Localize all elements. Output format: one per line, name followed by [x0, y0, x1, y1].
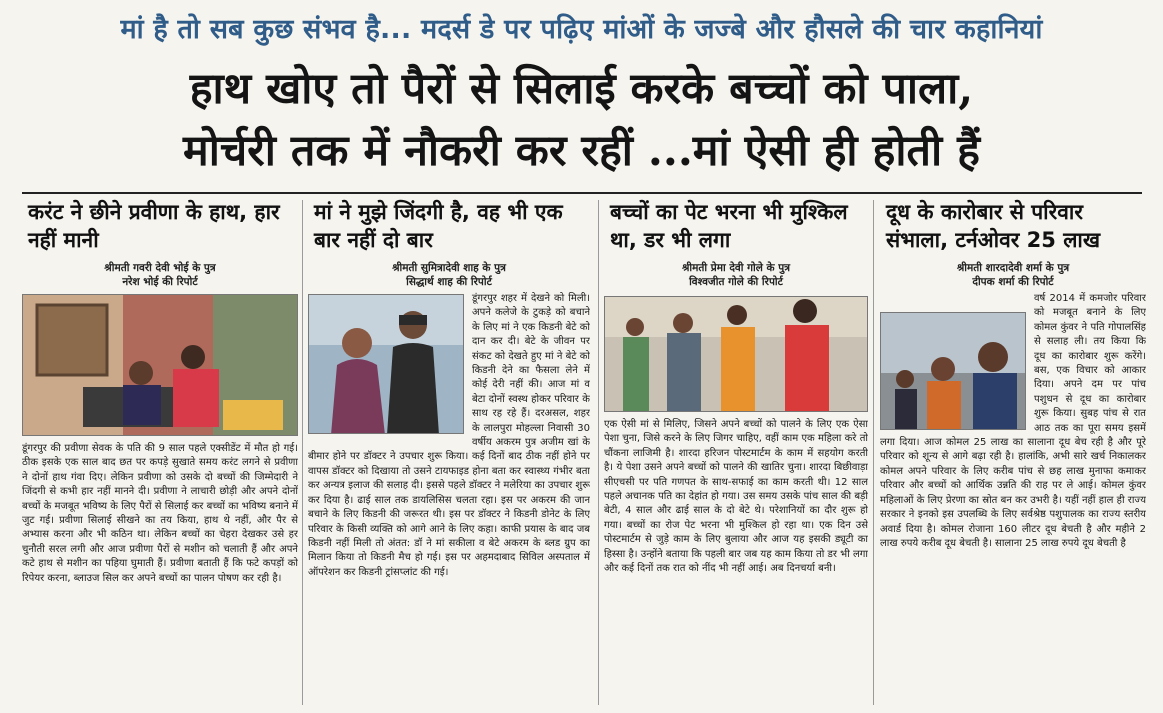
- byline-mother: श्रीमती गवरी देवी भोई के पुत्र: [104, 262, 216, 274]
- story-column-2: [308, 198, 590, 708]
- byline-reporter: दीपक शर्मा की रिपोर्ट: [972, 276, 1054, 288]
- story-photo: [308, 294, 464, 434]
- story-body: डूंगरपुर शहर में देखने को मिली। अपने कलेजे के टुकड़े को बचाने के लिए मां ने एक किडनी बेटे को दान कर दी। बेटे के जीवन पर संकट को देखते हुए मां ने बेटे को किडनी देने का फैसला लेने में कोई देरी नहीं की। आज मां व बेटा दोनों स्वस्थ होकर परिवार के साथ रह रहे हैं। दरअसल, शहर के लालपुरा मोहल्ला निवासी 30 वर्षीय अकरम पुत्र अजीम खां के बीमार होने पर डॉक्टर ने उपचार शुरू किया। कई दिनों बाद ठीक नहीं होने पर वापस डॉक्टर को दिखाया तो उसने टायफाइड होना बता कर स्वास्थ्य गंभीर बता कर अन्यत्र इलाज की सलाह दी। इससे पहले डॉक्टर ने मलेरिया का उपचार शुरू कर दिया है। ढाई साल तक डायलिसिस चलता रहा। इस पर अकरम की जान बचाने के लिए किडनी की जरूरत थी। इस पर डॉक्टर ने किडनी डोनेट के लिए परिवार के किसी व्यक्ति को आगे आने के लिए कहा। काफी प्रयास के बाद जब किडनी नहीं मिली तो अंतत: डॉ ने मां सकीला व बेटे अकरम के ब्लड ग्रुप का मिलान किया तो किडनी मैच हो गई। इस पर अहमदाबाद सिविल अस्पताल में ऑपरेशन कर किडनी ट्रांसप्लांट की गई।: [308, 293, 590, 578]
- story-column-1: [22, 198, 298, 708]
- byline-mother: श्रीमती सुमित्रादेवी शाह के पुत्र: [392, 262, 506, 274]
- story-column-3: [604, 198, 868, 708]
- story-photo: [604, 296, 868, 412]
- headline-line-1: हाथ खोए तो पैरों से सिलाई करके बच्चों को पाला,: [189, 64, 974, 114]
- story-byline: [880, 258, 1146, 292]
- byline-mother: श्रीमती शारदादेवी शर्मा के पुत्र: [956, 262, 1070, 274]
- story-body: एक ऐसी मां से मिलिए, जिसने अपने बच्चों को पालने के लिए एक ऐसा पेशा चुना, जिसे करने के लिए जिगर चाहिए, वहीं काम एक महिला करे तो चौंकना लाजिमी है। शारदा हरिजन पोस्टमार्टम के काम में सहयोग करती है। ये पेशा उसने अपने बच्चों को पालने की खातिर चुना। शारदा बिछीवाड़ा सीएचसी पर पति गणपत के साथ-सफाई का काम करती थी। 12 साल पहले अचानक पति का देहांत हो गया। उस समय उसके पांच साल की बड़ी बेटी, 4 साल और ढाई साल के दो बेटे थे। परेशानियों का दौर शुरू हो गया। बच्चों का रोज पेट भरना भी मुश्किल हो रहा था। एक दिन उसे पोस्टमार्टम से जुड़े काम के लिए बुलाया और आज यह इसकी ड्यूटी का हिस्सा है। उन्होंने बताया कि पहली बार जब यह काम किया तो डर भी लगा और कई दिनों तक रात को नींद भी नहीं आई। अब दिनचर्या बनी।: [604, 419, 868, 575]
- story-body: वर्ष 2014 में कमजोर परिवार को मजबूत बनाने के लिए कोमल कुंवर ने पति गोपालसिंह से सलाह ली। तय किया कि दूध का कारोबार शुरू करेंगे। बस, एक विचार को आकार दिया। अपने दम पर पांच पशुधन से दूध का कारोबार शुरू किया। सुबह पांच से रात आठ तक का पूरा समय इसमें लगा दिया। आज कोमल 25 लाख का सालाना दूध बेच रही है और पूरे परिवार को शून्य से आगे बढ़ा रही है। हालांकि, अभी सारे खर्च निकालकर कोमल अपने परिवार के लिए करीब पांच से छह लाख मुनाफा कमाकर परिवार और बच्चों को आर्थिक उन्नति की राह पर ले आई। कोमल कुंवर महिलाओं के लिए प्रेरणा का स्रोत बन कर उभरी है। यहीं नहीं हाल ही राज्य सरकार ने इनको इस उपलब्धि के लिए सर्वश्रेष्ठ पशुपालक का राज्य स्तरीय अवार्ड दिया है। कोमल रोजाना 160 लीटर दूध बेचती है और महीने 2 लाख रुपये करीब दूध बेचती है। सालाना 25 लाख रुपये दूध बेचती है: [880, 293, 1146, 549]
- story-heading: बच्चों का पेट भरना भी मुश्किल था, डर भी लगा: [610, 200, 848, 252]
- headline-line-2: मोर्चरी तक में नौकरी कर रहीं ...मां ऐसी ही होती हैं: [183, 126, 980, 176]
- byline-reporter: नरेश भोई की रिपोर्ट: [122, 276, 198, 288]
- byline-reporter: सिद्धार्थ शाह की रिपोर्ट: [406, 276, 492, 288]
- byline-reporter: विश्वजीत गोले की रिपोर्ट: [689, 276, 783, 288]
- story-heading: करंट ने छीने प्रवीणा के हाथ, हार नहीं मानी: [28, 200, 280, 252]
- story-photo: [22, 294, 298, 436]
- story-photo: [880, 312, 1026, 430]
- story-heading: मां ने मुझे जिंदगी है, वह भी एक बार नहीं दो बार: [314, 200, 563, 252]
- headline-divider: [22, 192, 1142, 194]
- main-headline: [0, 58, 1163, 182]
- kicker-line: मां है तो सब कुछ संभव है... मदर्स डे पर पढ़िए मांओं के जज्बे और हौसले की चार कहानियां: [120, 13, 1043, 45]
- story-byline: [604, 258, 868, 292]
- story-heading: दूध के कारोबार से परिवार संभाला, टर्नओवर 25 लाख: [886, 200, 1101, 252]
- story-byline: [22, 258, 298, 292]
- story-byline: [308, 258, 590, 292]
- column-divider: [873, 200, 874, 705]
- story-body: डूंगरपुर की प्रवीणा सेवक के पति की 9 साल पहले एक्सीडेंट में मौत हो गई। ठीक इसके एक साल बाद छत पर कपड़े सुखाते समय करंट लगने से प्रवीणा ने दोनों हाथ गंवा दिए। लेकिन प्रवीणा को उसके दो बच्चों की जिम्मेदारी ने जिंदगी से कभी हार नहीं मानने दी। प्रवीणा ने लाचारी छोड़ी और अपने दोनों बच्चों के मजबूत भविष्य के लिए पैरों से सिलाई कर बच्चों का भविष्य बनाने में जुट गई। प्रवीणा सिलाई सीखने का तय किया, हाथ थे नहीं, और पैर से अभ्यास करना और भी कठिन था। लेकिन बच्चों का चेहरा देखकर उसे हर चुनौती सरल लगी और आज प्रवीणा पैरों से मशीन को चलाती हैं और अपने कटे हाथ से मशीन का पहिया घुमाती हैं। प्रवीणा बताती हैं कि फटे कपड़ों को रिपेयर करना, ब्लाउज सिल कर अपने बच्चों का पालन पोषण कर रही है।: [22, 443, 298, 584]
- column-divider: [302, 200, 303, 705]
- story-column-4: [880, 198, 1146, 708]
- column-divider: [598, 200, 599, 705]
- byline-mother: श्रीमती प्रेमा देवी गोले के पुत्र: [681, 262, 791, 274]
